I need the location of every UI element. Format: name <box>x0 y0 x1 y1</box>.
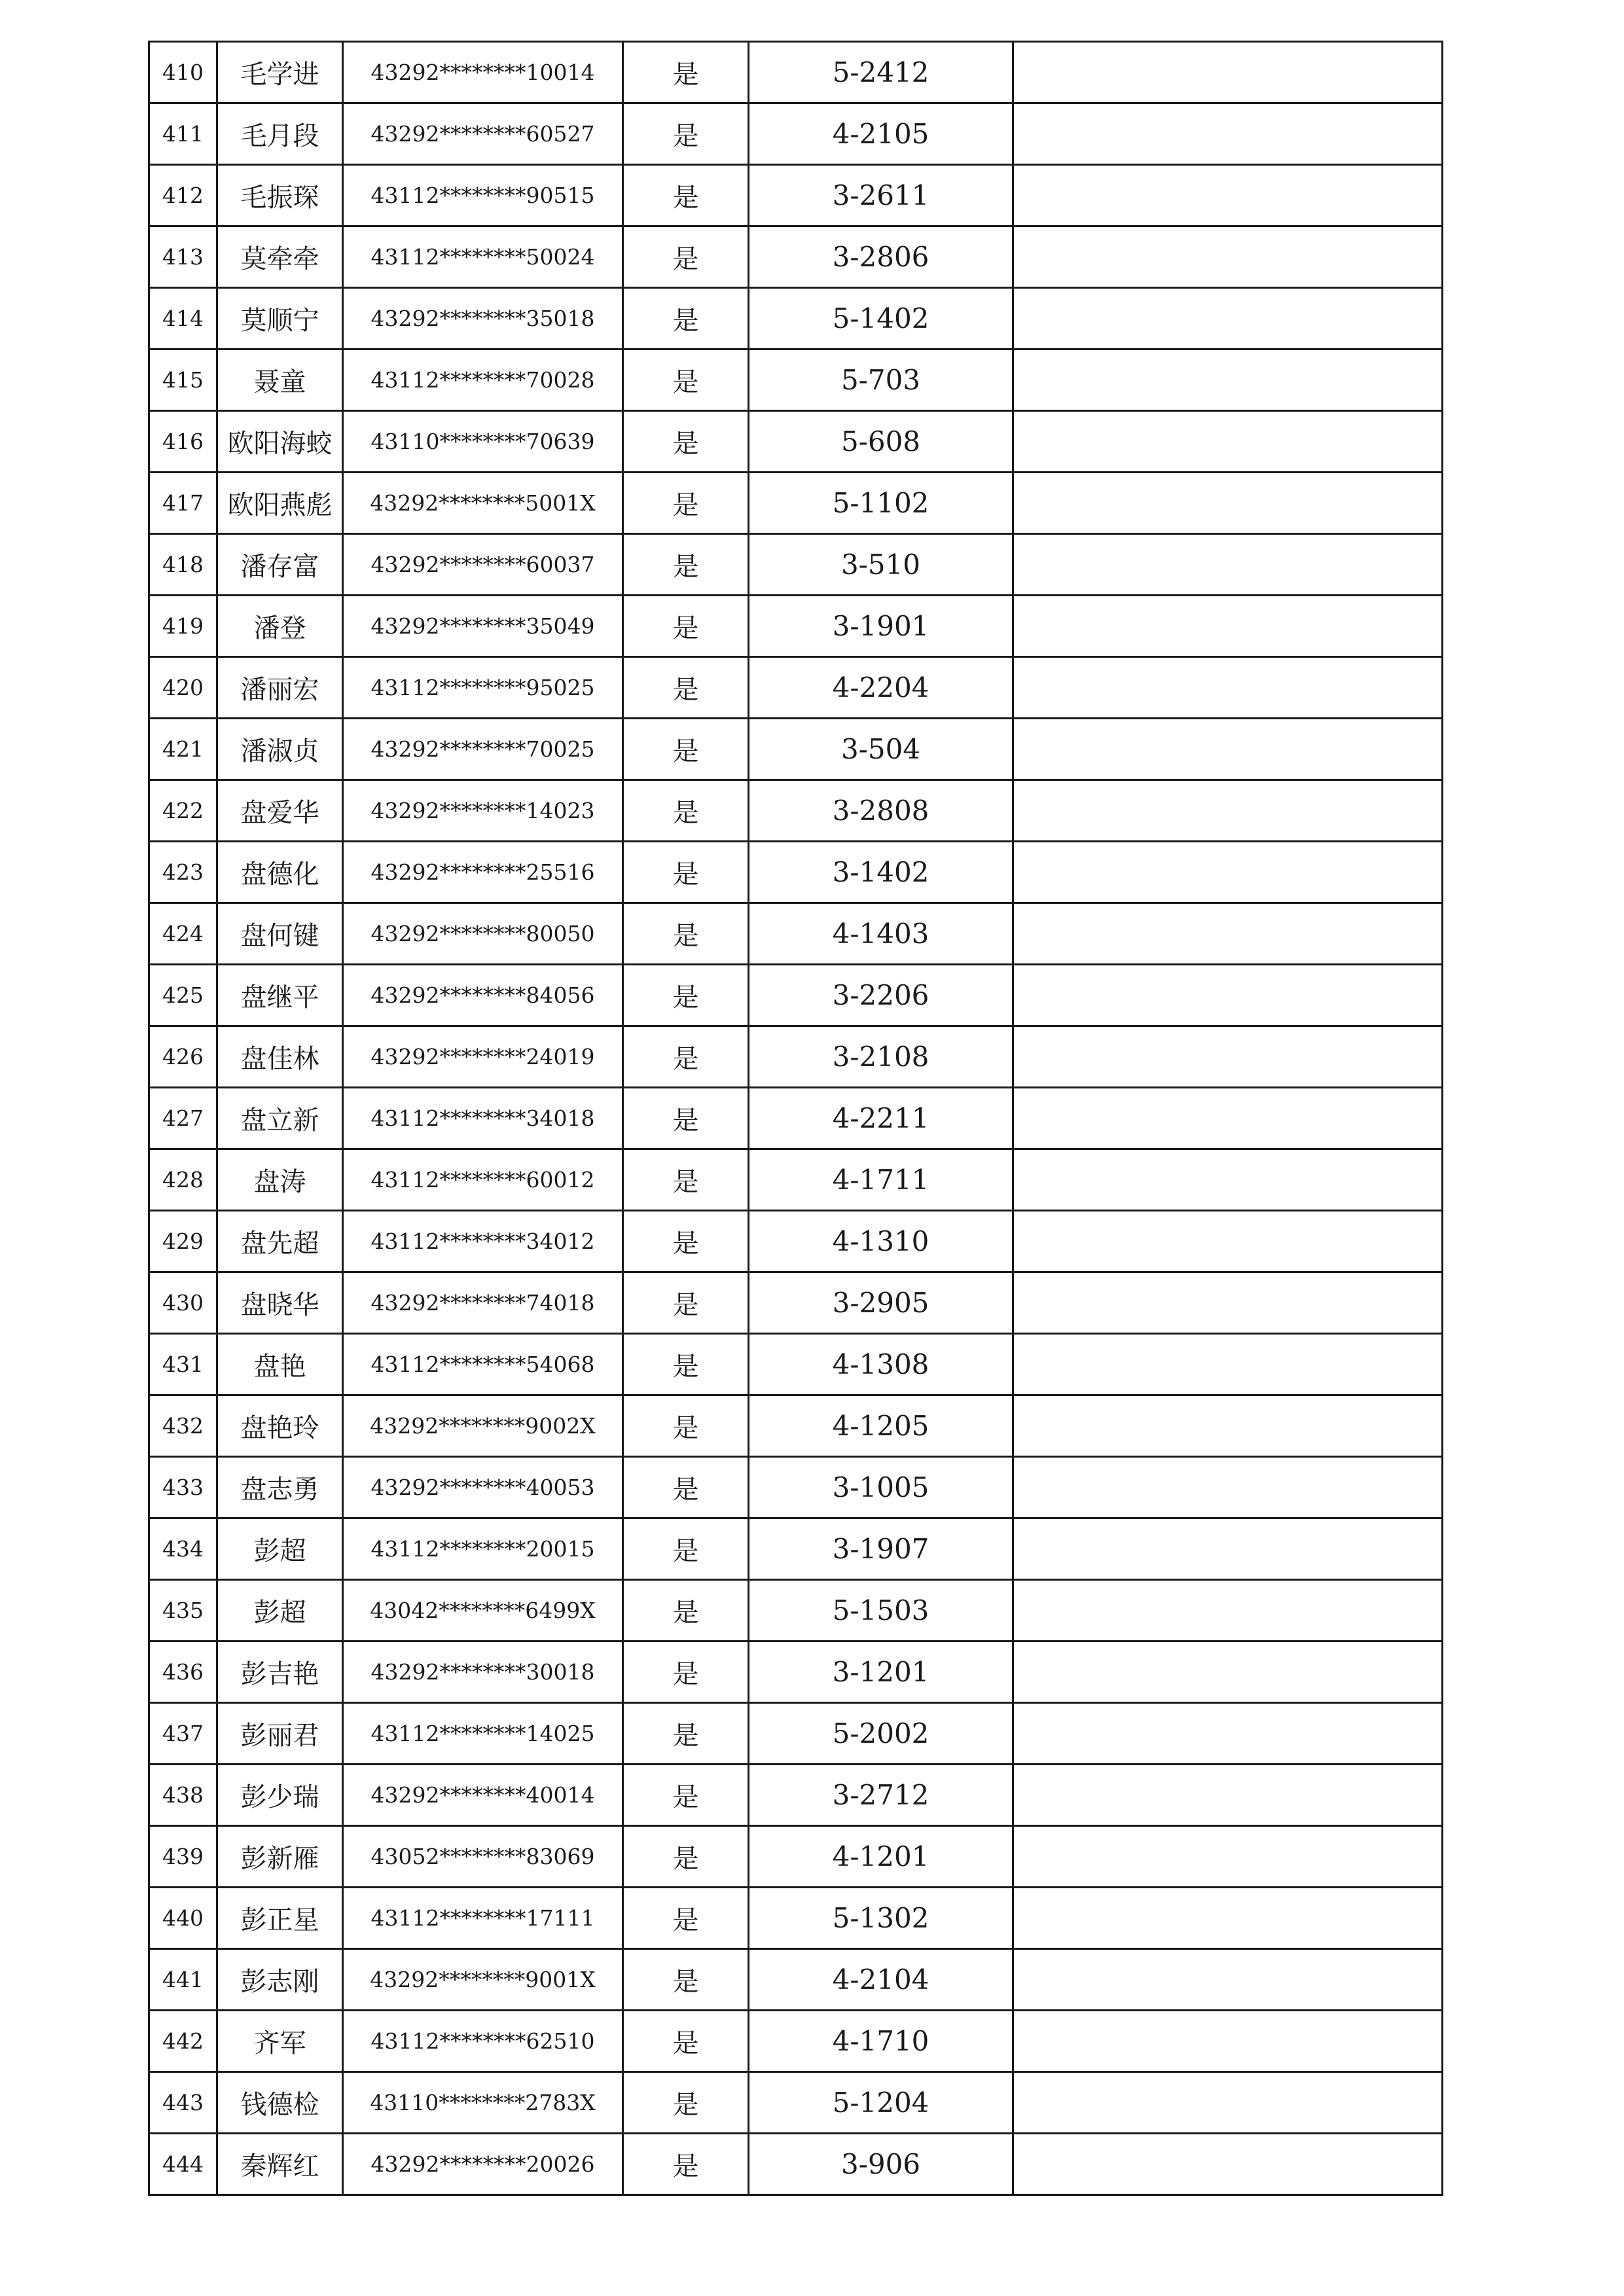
name-cell: 盘德化 <box>217 842 343 903</box>
remark-cell <box>1013 965 1443 1026</box>
status-cell: 是 <box>623 719 749 780</box>
row-number-cell: 430 <box>149 1272 217 1334</box>
remark-cell <box>1013 2134 1443 2195</box>
name-cell: 彭超 <box>217 1580 343 1641</box>
row-number-cell: 420 <box>149 657 217 719</box>
status-cell: 是 <box>623 1949 749 2011</box>
unit-code-cell: 5-1402 <box>749 288 1013 350</box>
unit-code-cell: 3-1005 <box>749 1457 1013 1518</box>
id-number-cell: 43112********95025 <box>343 657 623 719</box>
id-number-cell: 43042********6499X <box>343 1580 623 1641</box>
table-row <box>149 1334 1443 1395</box>
id-number-cell: 43292********35049 <box>343 596 623 657</box>
table-row <box>149 1826 1443 1888</box>
status-cell: 是 <box>623 411 749 473</box>
name-cell: 毛学进 <box>217 42 343 103</box>
status-cell: 是 <box>623 2134 749 2195</box>
unit-code-cell: 5-2412 <box>749 42 1013 103</box>
unit-code-cell: 3-1907 <box>749 1518 1013 1580</box>
name-cell: 盘爱华 <box>217 780 343 842</box>
unit-code-cell: 4-1205 <box>749 1395 1013 1457</box>
table-row <box>149 165 1443 226</box>
name-cell: 彭志刚 <box>217 1949 343 2011</box>
row-number-cell: 424 <box>149 903 217 965</box>
name-cell: 齐军 <box>217 2011 343 2072</box>
name-cell: 聂童 <box>217 350 343 411</box>
table-row <box>149 1518 1443 1580</box>
remark-cell <box>1013 473 1443 534</box>
status-cell: 是 <box>623 350 749 411</box>
name-cell: 潘丽宏 <box>217 657 343 719</box>
id-number-cell: 43292********14023 <box>343 780 623 842</box>
name-cell: 盘涛 <box>217 1149 343 1211</box>
name-cell: 彭吉艳 <box>217 1641 343 1703</box>
name-cell: 盘艳玲 <box>217 1395 343 1457</box>
row-number-cell: 427 <box>149 1088 217 1149</box>
table-row <box>149 1088 1443 1149</box>
status-cell: 是 <box>623 42 749 103</box>
remark-cell <box>1013 842 1443 903</box>
status-cell: 是 <box>623 1334 749 1395</box>
row-number-cell: 440 <box>149 1888 217 1949</box>
remark-cell <box>1013 534 1443 596</box>
id-number-cell: 43292********24019 <box>343 1026 623 1088</box>
remark-cell <box>1013 42 1443 103</box>
status-cell: 是 <box>623 1211 749 1272</box>
status-cell: 是 <box>623 903 749 965</box>
row-number-cell: 410 <box>149 42 217 103</box>
row-number-cell: 426 <box>149 1026 217 1088</box>
id-number-cell: 43112********34012 <box>343 1211 623 1272</box>
status-cell: 是 <box>623 780 749 842</box>
status-cell: 是 <box>623 1703 749 1765</box>
name-cell: 欧阳海蛟 <box>217 411 343 473</box>
table-row <box>149 1395 1443 1457</box>
remark-cell <box>1013 1949 1443 2011</box>
unit-code-cell: 3-1402 <box>749 842 1013 903</box>
row-number-cell: 412 <box>149 165 217 226</box>
id-number-cell: 43292********70025 <box>343 719 623 780</box>
remark-cell <box>1013 1149 1443 1211</box>
row-number-cell: 442 <box>149 2011 217 2072</box>
remark-cell <box>1013 903 1443 965</box>
table-row <box>149 903 1443 965</box>
unit-code-cell: 5-1503 <box>749 1580 1013 1641</box>
row-number-cell: 425 <box>149 965 217 1026</box>
row-number-cell: 415 <box>149 350 217 411</box>
status-cell: 是 <box>623 1088 749 1149</box>
row-number-cell: 416 <box>149 411 217 473</box>
name-cell: 盘志勇 <box>217 1457 343 1518</box>
remark-cell <box>1013 350 1443 411</box>
status-cell: 是 <box>623 596 749 657</box>
row-number-cell: 436 <box>149 1641 217 1703</box>
name-cell: 秦辉红 <box>217 2134 343 2195</box>
unit-code-cell: 4-1403 <box>749 903 1013 965</box>
unit-code-cell: 4-2104 <box>749 1949 1013 2011</box>
id-number-cell: 43112********50024 <box>343 226 623 288</box>
table-row <box>149 842 1443 903</box>
remark-cell <box>1013 226 1443 288</box>
remark-cell <box>1013 596 1443 657</box>
id-number-cell: 43292********84056 <box>343 965 623 1026</box>
table-row <box>149 473 1443 534</box>
name-cell: 莫顺宁 <box>217 288 343 350</box>
id-number-cell: 43112********54068 <box>343 1334 623 1395</box>
status-cell: 是 <box>623 103 749 165</box>
unit-code-cell: 3-906 <box>749 2134 1013 2195</box>
id-number-cell: 43112********70028 <box>343 350 623 411</box>
id-number-cell: 43112********90515 <box>343 165 623 226</box>
remark-cell <box>1013 1765 1443 1826</box>
unit-code-cell: 4-1308 <box>749 1334 1013 1395</box>
table-row <box>149 1641 1443 1703</box>
unit-code-cell: 3-1201 <box>749 1641 1013 1703</box>
status-cell: 是 <box>623 2011 749 2072</box>
name-cell: 盘艳 <box>217 1334 343 1395</box>
row-number-cell: 444 <box>149 2134 217 2195</box>
records-table <box>148 41 1443 2196</box>
remark-cell <box>1013 1580 1443 1641</box>
id-number-cell: 43292********25516 <box>343 842 623 903</box>
id-number-cell: 43292********40053 <box>343 1457 623 1518</box>
row-number-cell: 413 <box>149 226 217 288</box>
name-cell: 彭丽君 <box>217 1703 343 1765</box>
name-cell: 潘淑贞 <box>217 719 343 780</box>
remark-cell <box>1013 1826 1443 1888</box>
row-number-cell: 443 <box>149 2072 217 2134</box>
remark-cell <box>1013 2072 1443 2134</box>
name-cell: 盘先超 <box>217 1211 343 1272</box>
remark-cell <box>1013 1888 1443 1949</box>
table-row <box>149 226 1443 288</box>
unit-code-cell: 3-2806 <box>749 226 1013 288</box>
id-number-cell: 43292********60527 <box>343 103 623 165</box>
remark-cell <box>1013 1457 1443 1518</box>
unit-code-cell: 5-703 <box>749 350 1013 411</box>
row-number-cell: 433 <box>149 1457 217 1518</box>
name-cell: 莫牵牵 <box>217 226 343 288</box>
id-number-cell: 43052********83069 <box>343 1826 623 1888</box>
name-cell: 潘登 <box>217 596 343 657</box>
table-row <box>149 780 1443 842</box>
row-number-cell: 438 <box>149 1765 217 1826</box>
unit-code-cell: 3-2611 <box>749 165 1013 226</box>
table-row <box>149 1272 1443 1334</box>
row-number-cell: 435 <box>149 1580 217 1641</box>
unit-code-cell: 3-2206 <box>749 965 1013 1026</box>
id-number-cell: 43292********9002X <box>343 1395 623 1457</box>
row-number-cell: 411 <box>149 103 217 165</box>
unit-code-cell: 4-1310 <box>749 1211 1013 1272</box>
table-row <box>149 2072 1443 2134</box>
unit-code-cell: 3-510 <box>749 534 1013 596</box>
unit-code-cell: 4-1710 <box>749 2011 1013 2072</box>
table-row <box>149 1949 1443 2011</box>
row-number-cell: 434 <box>149 1518 217 1580</box>
row-number-cell: 429 <box>149 1211 217 1272</box>
unit-code-cell: 3-2808 <box>749 780 1013 842</box>
name-cell: 毛月段 <box>217 103 343 165</box>
table-row <box>149 1765 1443 1826</box>
row-number-cell: 439 <box>149 1826 217 1888</box>
table-row <box>149 103 1443 165</box>
unit-code-cell: 3-2108 <box>749 1026 1013 1088</box>
unit-code-cell: 4-1201 <box>749 1826 1013 1888</box>
row-number-cell: 417 <box>149 473 217 534</box>
unit-code-cell: 3-504 <box>749 719 1013 780</box>
table-row <box>149 1888 1443 1949</box>
remark-cell <box>1013 780 1443 842</box>
name-cell: 彭超 <box>217 1518 343 1580</box>
table-row <box>149 1149 1443 1211</box>
id-number-cell: 43292********60037 <box>343 534 623 596</box>
unit-code-cell: 3-2905 <box>749 1272 1013 1334</box>
remark-cell <box>1013 1334 1443 1395</box>
status-cell: 是 <box>623 534 749 596</box>
table-row <box>149 1211 1443 1272</box>
remark-cell <box>1013 1518 1443 1580</box>
remark-cell <box>1013 1395 1443 1457</box>
table-row <box>149 657 1443 719</box>
table-row <box>149 2134 1443 2195</box>
id-number-cell: 43292********9001X <box>343 1949 623 2011</box>
name-cell: 毛振琛 <box>217 165 343 226</box>
table-row <box>149 534 1443 596</box>
id-number-cell: 43112********62510 <box>343 2011 623 2072</box>
table-row <box>149 596 1443 657</box>
id-number-cell: 43292********40014 <box>343 1765 623 1826</box>
status-cell: 是 <box>623 1457 749 1518</box>
name-cell: 盘晓华 <box>217 1272 343 1334</box>
status-cell: 是 <box>623 288 749 350</box>
table-row <box>149 411 1443 473</box>
id-number-cell: 43112********34018 <box>343 1088 623 1149</box>
id-number-cell: 43292********35018 <box>343 288 623 350</box>
name-cell: 彭新雁 <box>217 1826 343 1888</box>
remark-cell <box>1013 719 1443 780</box>
unit-code-cell: 4-2105 <box>749 103 1013 165</box>
table-row <box>149 719 1443 780</box>
id-number-cell: 43292********5001X <box>343 473 623 534</box>
name-cell: 潘存富 <box>217 534 343 596</box>
row-number-cell: 423 <box>149 842 217 903</box>
unit-code-cell: 5-1204 <box>749 2072 1013 2134</box>
remark-cell <box>1013 657 1443 719</box>
status-cell: 是 <box>623 1888 749 1949</box>
table-row <box>149 350 1443 411</box>
status-cell: 是 <box>623 842 749 903</box>
id-number-cell: 43112********60012 <box>343 1149 623 1211</box>
remark-cell <box>1013 1026 1443 1088</box>
status-cell: 是 <box>623 1026 749 1088</box>
id-number-cell: 43112********14025 <box>343 1703 623 1765</box>
name-cell: 盘继平 <box>217 965 343 1026</box>
status-cell: 是 <box>623 226 749 288</box>
name-cell: 彭少瑞 <box>217 1765 343 1826</box>
name-cell: 彭正星 <box>217 1888 343 1949</box>
table-row <box>149 42 1443 103</box>
status-cell: 是 <box>623 657 749 719</box>
remark-cell <box>1013 165 1443 226</box>
id-number-cell: 43110********2783X <box>343 2072 623 2134</box>
id-number-cell: 43292********20026 <box>343 2134 623 2195</box>
unit-code-cell: 5-1102 <box>749 473 1013 534</box>
unit-code-cell: 3-2712 <box>749 1765 1013 1826</box>
status-cell: 是 <box>623 473 749 534</box>
row-number-cell: 419 <box>149 596 217 657</box>
id-number-cell: 43112********17111 <box>343 1888 623 1949</box>
status-cell: 是 <box>623 1395 749 1457</box>
remark-cell <box>1013 1703 1443 1765</box>
table-body <box>149 42 1443 2195</box>
remark-cell <box>1013 2011 1443 2072</box>
name-cell: 欧阳燕彪 <box>217 473 343 534</box>
name-cell: 盘佳林 <box>217 1026 343 1088</box>
status-cell: 是 <box>623 1272 749 1334</box>
id-number-cell: 43292********80050 <box>343 903 623 965</box>
unit-code-cell: 4-2211 <box>749 1088 1013 1149</box>
table-row <box>149 288 1443 350</box>
row-number-cell: 441 <box>149 1949 217 2011</box>
table-row <box>149 2011 1443 2072</box>
name-cell: 钱德检 <box>217 2072 343 2134</box>
id-number-cell: 43292********74018 <box>343 1272 623 1334</box>
id-number-cell: 43112********20015 <box>343 1518 623 1580</box>
id-number-cell: 43110********70639 <box>343 411 623 473</box>
row-number-cell: 418 <box>149 534 217 596</box>
status-cell: 是 <box>623 2072 749 2134</box>
unit-code-cell: 5-1302 <box>749 1888 1013 1949</box>
table-row <box>149 965 1443 1026</box>
id-number-cell: 43292********30018 <box>343 1641 623 1703</box>
row-number-cell: 437 <box>149 1703 217 1765</box>
status-cell: 是 <box>623 1641 749 1703</box>
status-cell: 是 <box>623 1518 749 1580</box>
table-row <box>149 1026 1443 1088</box>
status-cell: 是 <box>623 1149 749 1211</box>
unit-code-cell: 4-1711 <box>749 1149 1013 1211</box>
remark-cell <box>1013 103 1443 165</box>
row-number-cell: 414 <box>149 288 217 350</box>
row-number-cell: 431 <box>149 1334 217 1395</box>
table-row <box>149 1703 1443 1765</box>
row-number-cell: 428 <box>149 1149 217 1211</box>
row-number-cell: 432 <box>149 1395 217 1457</box>
id-number-cell: 43292********10014 <box>343 42 623 103</box>
status-cell: 是 <box>623 1826 749 1888</box>
remark-cell <box>1013 1641 1443 1703</box>
unit-code-cell: 5-2002 <box>749 1703 1013 1765</box>
remark-cell <box>1013 288 1443 350</box>
unit-code-cell: 3-1901 <box>749 596 1013 657</box>
remark-cell <box>1013 1272 1443 1334</box>
name-cell: 盘立新 <box>217 1088 343 1149</box>
status-cell: 是 <box>623 1580 749 1641</box>
row-number-cell: 422 <box>149 780 217 842</box>
remark-cell <box>1013 1088 1443 1149</box>
status-cell: 是 <box>623 1765 749 1826</box>
unit-code-cell: 4-2204 <box>749 657 1013 719</box>
name-cell: 盘何键 <box>217 903 343 965</box>
table-row <box>149 1580 1443 1641</box>
unit-code-cell: 5-608 <box>749 411 1013 473</box>
remark-cell <box>1013 1211 1443 1272</box>
status-cell: 是 <box>623 165 749 226</box>
remark-cell <box>1013 411 1443 473</box>
row-number-cell: 421 <box>149 719 217 780</box>
status-cell: 是 <box>623 965 749 1026</box>
table-row <box>149 1457 1443 1518</box>
